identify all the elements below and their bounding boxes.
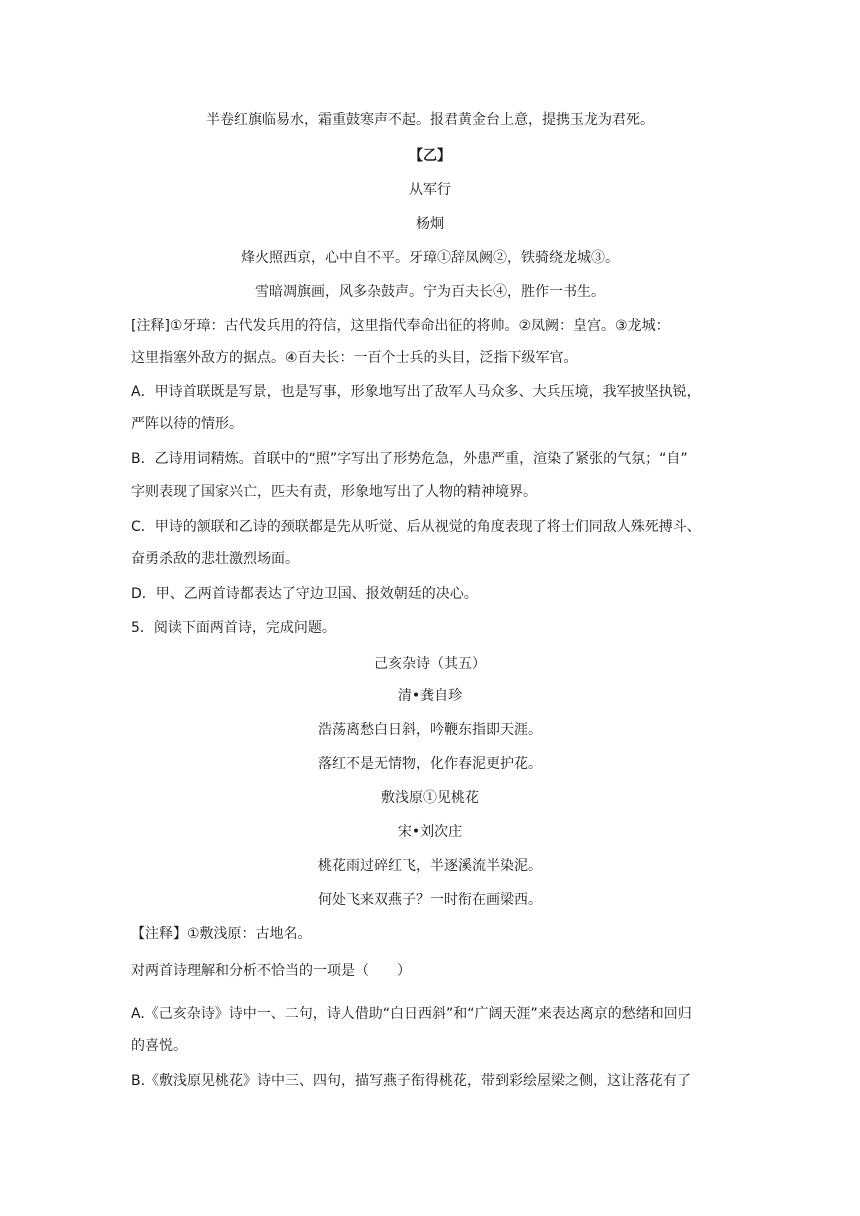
q5-question: 对两首诗理解和分析不恰当的一项是（ ） (131, 963, 411, 979)
poem-yi-notes-line: [注释]①牙璋：古代发兵用的符信，这里指代奉命出征的将帅。②凤阙：皇宫。③龙城： (131, 318, 670, 334)
q5-poem1-line: 落红不是无情物，化作春泥更护花。 (318, 756, 542, 772)
poem-yi-line: 雪暗凋旗画，风多杂鼓声。宁为百夫长④，胜作一书生。 (255, 284, 605, 300)
q5-note: 【注释】①敷浅原：古地名。 (131, 926, 312, 942)
poem-yi-author: 杨炯 (416, 216, 444, 232)
poem-yi-line: 烽火照西京，心中自不平。牙璋①辞凤阙②，铁骑绕龙城③。 (241, 250, 619, 266)
poem-yi-title: 从军行 (409, 182, 451, 198)
q5-poem2-line: 桃花雨过碎红飞，半逐溪流半染泥。 (318, 858, 542, 874)
q4-option-a-line: A．甲诗首联既是写景，也是写事，形象地写出了敌军人马众多、大兵压境，我军披坚执锐， (131, 384, 701, 400)
q5-poem1-author: 清•龚自珍 (397, 688, 463, 704)
q4-option-c-line: C．甲诗的颔联和乙诗的颈联都是先从听觉、后从视觉的角度表现了将士们同敌人殊死搏斗、 (131, 519, 701, 535)
q5-poem2-line: 何处飞来双燕子？一时衔在画梁西。 (318, 892, 542, 908)
q5-option-b-line: B.《敷浅原见桃花》诗中三、四句，描写燕子衔得桃花，带到彩绘屋梁之侧，这让落花有了 (131, 1073, 692, 1089)
q5-option-a-line: 的喜悦。 (131, 1038, 187, 1054)
q4-option-a-line: 严阵以待的情形。 (131, 416, 243, 432)
poem-yi-notes-line: 这里指塞外敌方的据点。④百夫长：一百个士兵的头目，泛指下级军官。 (131, 350, 578, 366)
q4-option-b-line: B．乙诗用词精炼。首联中的“照”字写出了形势危急，外患严重，渲染了紧张的气氛；“自” (131, 451, 688, 467)
q5-poem2-title: 敷浅原①见桃花 (381, 790, 479, 806)
q4-option-c-line: 奋勇杀敌的悲壮激烈场面。 (131, 551, 299, 567)
poem-yi-label: 【乙】 (409, 148, 451, 164)
q4-option-b-line: 字则表现了国家兴亡，匹夫有责，形象地写出了人物的精神境界。 (131, 484, 537, 500)
q5-poem1-line: 浩荡离愁白日斜，吟鞭东指即天涯。 (318, 722, 542, 738)
q4-option-d-line: D．甲、乙两首诗都表达了守边卫国、报效朝廷的决心。 (131, 586, 478, 602)
q5-prompt: 5．阅读下面两首诗，完成问题。 (131, 620, 336, 636)
q5-poem1-title: 己亥杂诗（其五） (374, 656, 486, 672)
q5-option-a-line: A.《己亥杂诗》诗中一、二句，诗人借助“白日西斜”和“广阔天涯”来表达离京的愁绪和回归 (131, 1006, 692, 1022)
poem-jia-final-line: 半卷红旗临易水，霜重鼓寒声不起。报君黄金台上意，提携玉龙为君死。 (206, 112, 654, 128)
q5-poem2-author: 宋•刘次庄 (397, 824, 463, 840)
